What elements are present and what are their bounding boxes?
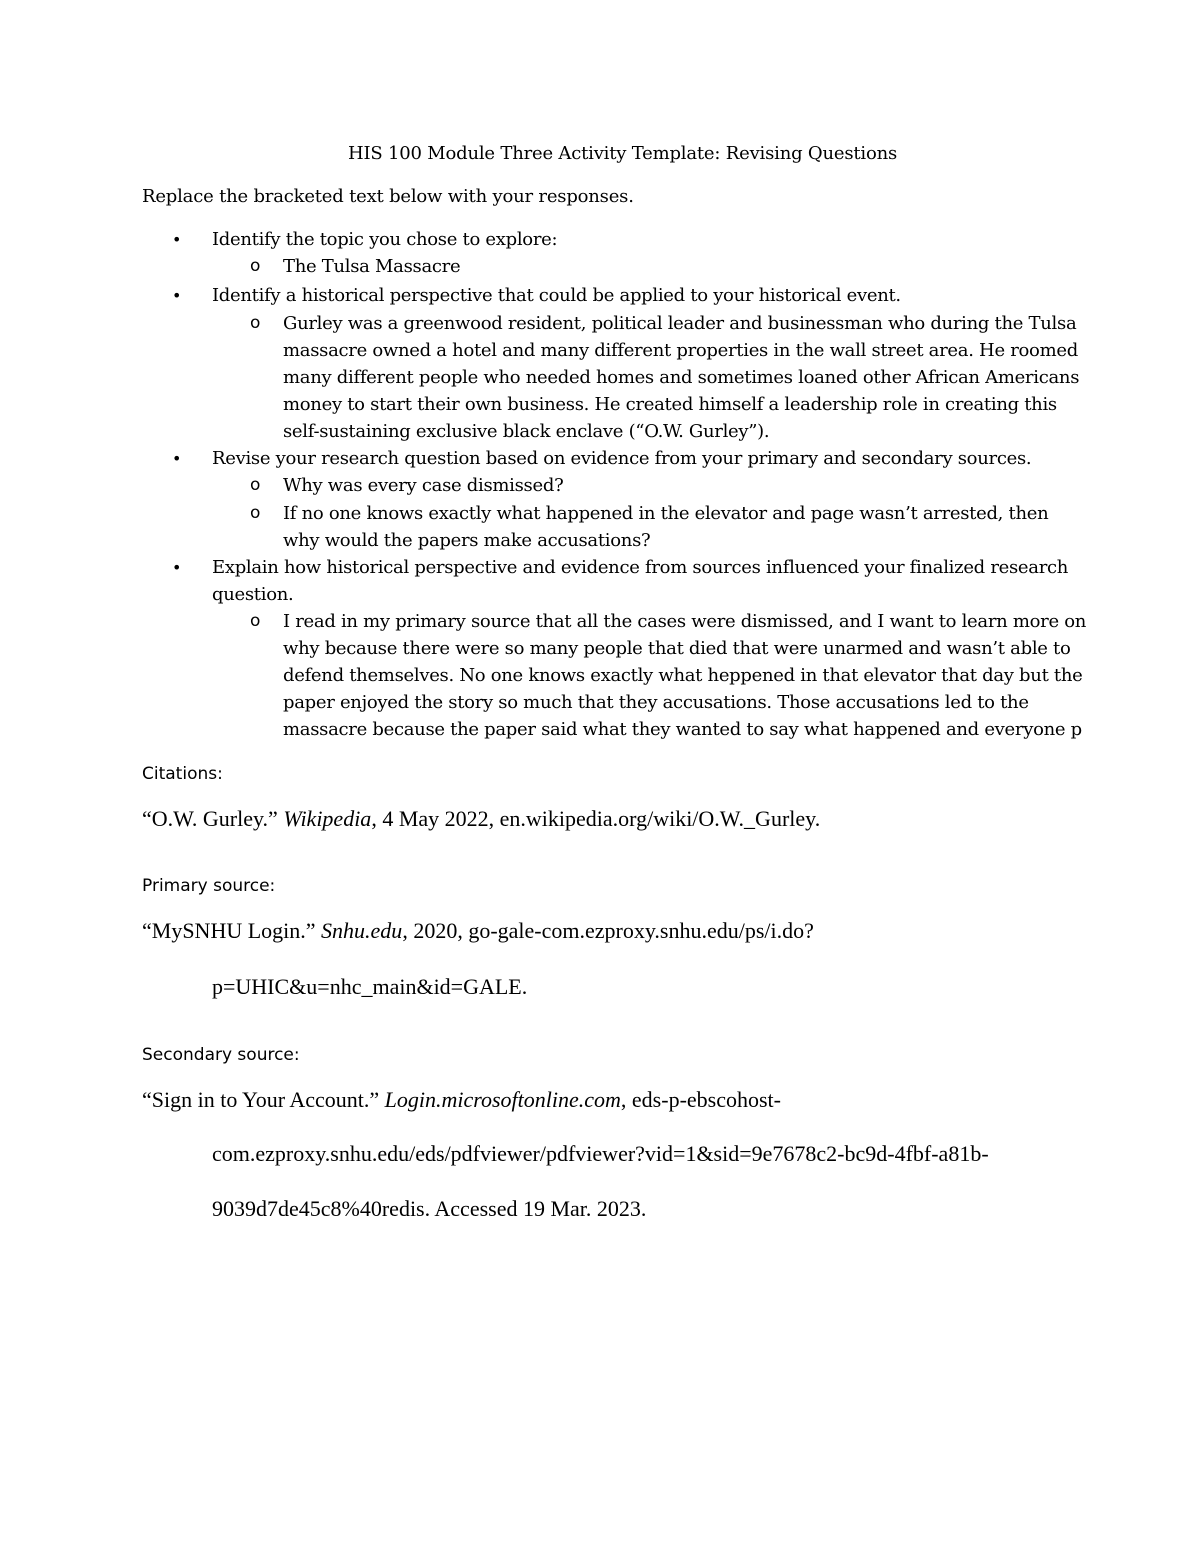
answer-question-line: Why was every case dismissed? xyxy=(283,475,564,496)
prompt-research-question: Revise your research question based on evidence from your primary and secondary sources. xyxy=(212,448,1032,469)
primary-source-continuation: p=UHIC&u=nhc_main&id=GALE. xyxy=(212,974,528,999)
answer-perspective-line: massacre owned a hotel and many different properties in the wall street area. He roomed xyxy=(283,340,1078,361)
sub-bullet-marker: o xyxy=(250,313,261,333)
secondary-source-continuation: com.ezproxy.snhu.edu/eds/pdfviewer/pdfviewer?vid=1&sid=9e7678c2-bc9d-4fbf-a81b- xyxy=(212,1141,989,1166)
primary-title: “MySNHU Login.” xyxy=(142,918,322,943)
citation-title: “O.W. Gurley.” xyxy=(142,806,284,831)
prompt-explain-line: question. xyxy=(212,584,294,605)
bullet-marker: • xyxy=(172,230,182,249)
intro-text: Replace the bracketed text below with your responses. xyxy=(142,186,634,207)
document-title: HIS 100 Module Three Activity Template: Revising Questions xyxy=(347,143,898,164)
answer-explain-line: why because there were so many people that died that were unarmed and wasn’t able to xyxy=(283,638,1071,659)
answer-explain-line: massacre because the paper said what they wanted to say what happened and everyone p xyxy=(283,719,1082,740)
answer-question-line: why would the papers make accusations? xyxy=(283,530,651,551)
secondary-title: “Sign in to Your Account.” xyxy=(142,1087,385,1112)
sub-bullet-marker: o xyxy=(250,475,261,495)
primary-source-entry xyxy=(142,918,814,944)
answer-explain-line: paper enjoyed the story so much that they accusations. Those accusations led to the xyxy=(283,692,1029,713)
primary-source-heading: Primary source: xyxy=(142,876,276,896)
prompt-topic: Identify the topic you chose to explore: xyxy=(212,229,558,250)
sub-bullet-marker: o xyxy=(250,503,261,523)
citation-container: Wikipedia xyxy=(283,806,372,831)
answer-perspective-line: money to start their own business. He created himself a leadership role in creating this xyxy=(283,394,1057,415)
bullet-marker: • xyxy=(172,558,182,577)
citation-details: , 4 May 2022, en.wikipedia.org/wiki/O.W._Gurley. xyxy=(371,806,821,831)
prompt-explain-line: Explain how historical perspective and evidence from sources influenced your finalized research xyxy=(212,557,1069,578)
bullet-marker: • xyxy=(172,286,182,305)
primary-container: Snhu.edu xyxy=(321,918,403,943)
secondary-details: , eds-p-ebscohost- xyxy=(620,1087,781,1112)
sub-bullet-marker: o xyxy=(250,256,261,276)
secondary-container: Login.microsoftonline.com xyxy=(384,1087,621,1112)
sub-bullet-marker: o xyxy=(250,611,261,631)
answer-perspective-line: self-sustaining exclusive black enclave (“O.W. Gurley”). xyxy=(283,421,770,442)
answer-question-line: If no one knows exactly what happened in the elevator and page wasn’t arrested, then xyxy=(283,503,1049,524)
answer-perspective-line: many different people who needed homes and sometimes loaned other African Americans xyxy=(283,367,1080,388)
answer-explain-line: I read in my primary source that all the cases were dismissed, and I want to learn more on xyxy=(283,611,1087,632)
prompt-perspective: Identify a historical perspective that could be applied to your historical event. xyxy=(212,285,901,306)
answer-topic: The Tulsa Massacre xyxy=(283,256,461,277)
citations-heading: Citations: xyxy=(142,764,223,784)
secondary-source-heading: Secondary source: xyxy=(142,1045,300,1065)
answer-explain-line: defend themselves. No one knows exactly what heppened in that elevator that day but the xyxy=(283,665,1083,686)
answer-perspective-line: Gurley was a greenwood resident, political leader and businessman who during the Tulsa xyxy=(283,313,1077,334)
secondary-source-continuation: 9039d7de45c8%40redis. Accessed 19 Mar. 2023. xyxy=(212,1196,647,1221)
bullet-marker: • xyxy=(172,449,182,468)
primary-details: , 2020, go-gale-com.ezproxy.snhu.edu/ps/i.do? xyxy=(402,918,814,943)
citation-entry xyxy=(142,806,820,832)
secondary-source-entry xyxy=(142,1087,781,1113)
